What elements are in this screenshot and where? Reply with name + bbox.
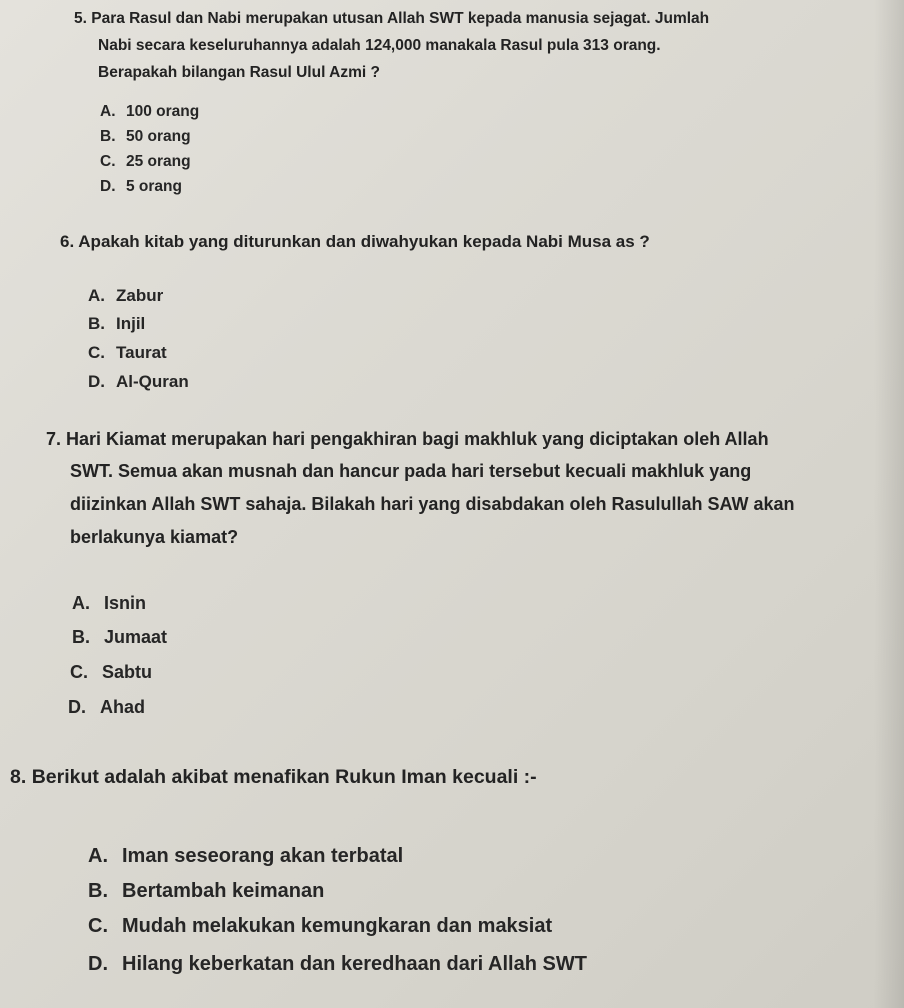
option-letter: A. xyxy=(88,286,105,305)
question-7-line-3: diizinkan Allah SWT sahaja. Bilakah hari yang disabdakan oleh Rasulullah SAW akan xyxy=(70,494,795,514)
option-letter: A. xyxy=(72,593,90,613)
option-text: Zabur xyxy=(116,286,164,305)
option-letter: D. xyxy=(88,953,108,975)
option-text: Sabtu xyxy=(102,662,153,682)
option-text: Mudah melakukan kemungkaran dan maksiat xyxy=(122,915,553,937)
option-letter: B. xyxy=(72,627,90,647)
option-text: Bertambah keimanan xyxy=(122,880,325,902)
option-text: Taurat xyxy=(116,343,167,362)
option-text: 25 orang xyxy=(126,153,191,170)
option-text: 50 orang xyxy=(126,128,191,145)
option-d[interactable] xyxy=(88,953,587,976)
question-6-line-1 xyxy=(60,232,650,252)
question-7-line-4: berlakunya kiamat? xyxy=(70,527,239,547)
question-number: 7. xyxy=(46,429,62,449)
option-d[interactable] xyxy=(88,372,189,392)
option-letter: A. xyxy=(100,103,116,120)
question-text: Hari Kiamat merupakan hari pengakhiran bagi makhluk yang diciptakan oleh Allah xyxy=(66,429,769,449)
question-7-line-1 xyxy=(46,429,769,450)
question-number: 6. xyxy=(60,232,75,251)
option-a[interactable] xyxy=(88,845,403,868)
option-letter: D. xyxy=(68,697,86,717)
option-c[interactable] xyxy=(70,662,152,683)
option-letter: D. xyxy=(88,372,105,391)
option-b[interactable] xyxy=(100,128,191,146)
option-text: Ahad xyxy=(100,697,145,717)
option-letter: C. xyxy=(100,153,116,170)
option-letter: B. xyxy=(88,880,108,902)
option-b[interactable] xyxy=(72,627,167,648)
question-5-line-3: Berapakah bilangan Rasul Ulul Azmi ? xyxy=(98,64,380,81)
option-c[interactable] xyxy=(100,153,191,171)
option-letter: C. xyxy=(88,343,105,362)
option-text: Injil xyxy=(116,314,146,333)
question-number: 8. xyxy=(10,766,27,788)
option-c[interactable] xyxy=(88,915,552,938)
option-d[interactable] xyxy=(68,697,145,718)
question-text: Para Rasul dan Nabi merupakan utusan Allah SWT kepada manusia sejagat. Jumlah xyxy=(91,10,710,27)
option-letter: C. xyxy=(88,915,108,937)
option-text: 100 orang xyxy=(126,103,200,120)
option-a[interactable] xyxy=(100,103,199,121)
option-text: 5 orang xyxy=(126,178,182,195)
option-letter: C. xyxy=(70,662,88,682)
option-text: Jumaat xyxy=(104,627,168,647)
option-letter: D. xyxy=(100,178,116,195)
paper-edge-shadow xyxy=(874,0,904,1008)
option-a[interactable] xyxy=(88,286,163,306)
question-text: Apakah kitab yang diturunkan dan diwahyukan kepada Nabi Musa as ? xyxy=(78,232,650,251)
option-text: Iman seseorang akan terbatal xyxy=(122,845,404,867)
question-8-line-1 xyxy=(10,766,537,789)
option-d[interactable] xyxy=(100,178,182,196)
question-text: Berikut adalah akibat menafikan Rukun Iman kecuali :- xyxy=(31,766,537,788)
option-text: Isnin xyxy=(104,593,147,613)
option-b[interactable] xyxy=(88,880,324,903)
question-5-line-2: Nabi secara keseluruhannya adalah 124,000 manakala Rasul pula 313 orang. xyxy=(98,37,661,54)
option-letter: A. xyxy=(88,845,108,867)
question-5-line-1 xyxy=(74,10,709,28)
option-text: Hilang keberkatan dan keredhaan dari Allah SWT xyxy=(122,953,587,975)
option-c[interactable] xyxy=(88,343,167,363)
question-7-line-2: SWT. Semua akan musnah dan hancur pada hari tersebut kecuali makhluk yang xyxy=(70,461,752,481)
option-b[interactable] xyxy=(88,314,145,334)
option-letter: B. xyxy=(88,314,105,333)
option-text: Al-Quran xyxy=(116,372,189,391)
option-letter: B. xyxy=(100,128,116,145)
question-number: 5. xyxy=(74,10,87,27)
option-a[interactable] xyxy=(72,593,146,614)
